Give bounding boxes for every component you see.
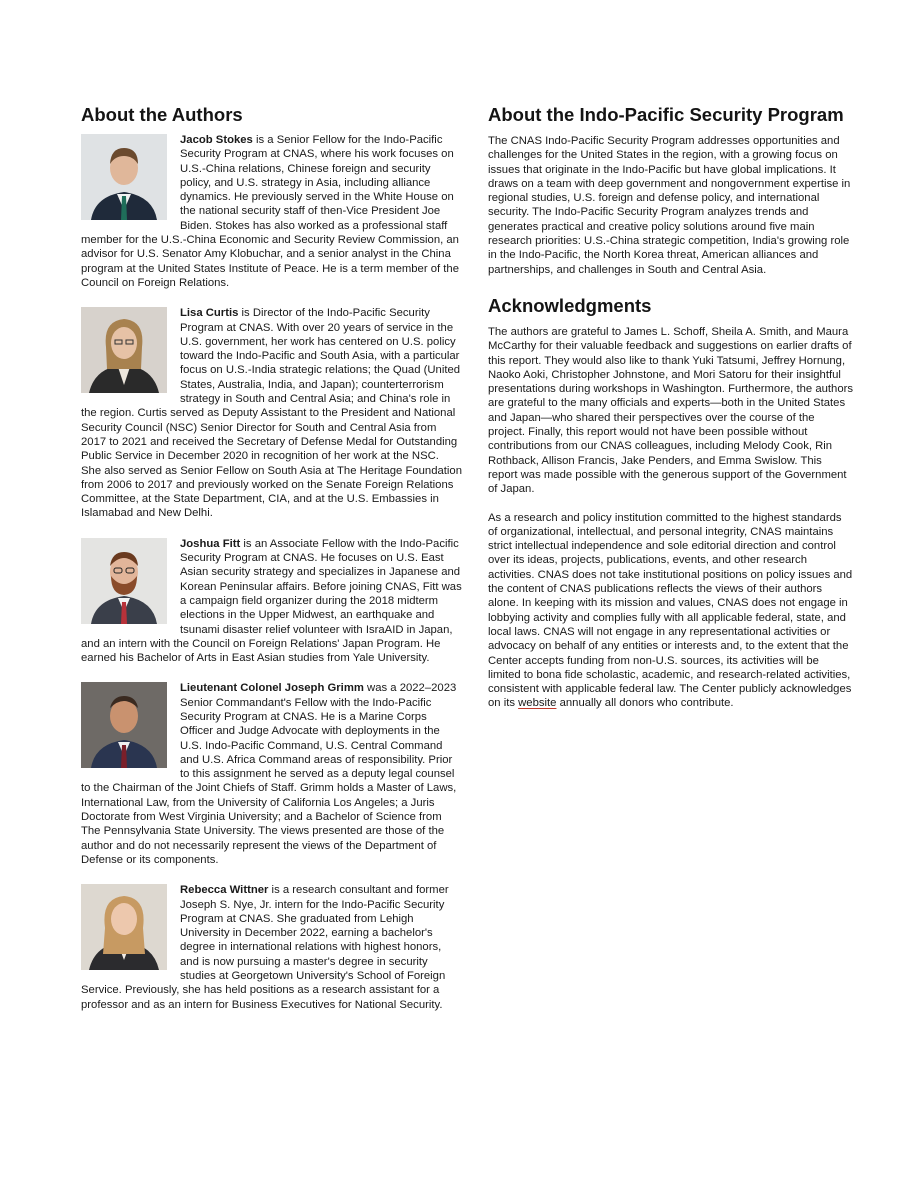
author-bio-text: is an Associate Fellow with the Indo-Pacific Security Program at CNAS. He focuses on U.S. East Asian security strategy and specializes in Japanese and Korean Peninsular affairs. Before joining CNAS, Fitt was a campaign field organizer during the 2018 midterm elections in the Upper Midwest, an earthquake and tsunami disaster relief volunteer with IsraAID in Japan, and an intern with the Council on Foreign Relations' Japan Program. He earned his Bachelor of Arts in East Asian studies from Yale University. xyxy=(81,537,462,665)
independence-statement: As a research and policy institution committed to the highest standards of organizational, intellectual, and personal integrity, CNAS maintains strict intellectual independence and sole editorial direction and control over its ideas, projects, publications, events, and other research activities. CNAS does not take institutional positions on policy issues and the content of CNAS publications reflects the views of their authors alone. In keeping with its mission and values, CNAS does not engage in lobbying activity and complies fully with all applicable federal, state, and local laws. CNAS will not engage in any representational activities or advocacy on behalf of any entities or interests and, to the extent that the Center accepts funding from non-U.S. sources, its activities will be limited to bona fide scholastic, academic, and research-related activities, consistent with applicable federal law. The Center publicly acknowledges on its xyxy=(488,511,853,710)
author-photo-joshua-fitt xyxy=(81,538,167,624)
author-bio xyxy=(81,537,462,666)
right-column xyxy=(488,104,854,711)
author-photo-jacob-stokes xyxy=(81,134,167,220)
website-link[interactable]: website xyxy=(518,697,557,710)
author-bio-text: is a Senior Fellow for the Indo-Pacific Security Program at CNAS, where his work focuses on U.S.-China relations, Chinese foreign and security policy, and U.S. strategy in Asia, including alliance dynamics. He previously served in the White House on the national security staff of then-Vice President Joe Biden. Stokes has also worked as a professional staff member for the U.S.-China Economic and Security Review Commission, an advisor for U.S. Senator Amy Klobuchar, and a senior analyst in the China program at the United States Institute of Peace. He is a term member of the Council on Foreign Relations. xyxy=(81,134,459,289)
author-bio xyxy=(81,883,462,1012)
about-authors-heading: About the Authors xyxy=(81,104,243,125)
program-heading: About the Indo-Pacific Security Program xyxy=(488,104,844,125)
author-bio xyxy=(81,133,462,290)
author-name: Rebecca Wittner xyxy=(180,884,269,897)
author-photo-joseph-grimm xyxy=(81,682,167,768)
independence-statement-end: annually all donors who contribute. xyxy=(556,697,734,710)
author-bio xyxy=(81,681,462,867)
author-name: Jacob Stokes xyxy=(180,134,253,146)
author-bio-text: is a research consultant and former Joseph S. Nye, Jr. intern for the Indo-Pacific Security Program at CNAS. She graduated from Lehigh University in December 2022, earning a bachelor's degree in international relations with highest honors, and is now pursuing a master's degree in security studies at Georgetown University's School of Foreign Service. Previously, she has held positions as a research assistant for a professor and as an intern for Business Executives for National Security. xyxy=(81,884,449,1011)
author-photo-lisa-curtis xyxy=(81,307,167,393)
author-name: Lisa Curtis xyxy=(180,307,239,320)
acknowledgments-paragraph-2 xyxy=(488,511,854,711)
author-bio-text: was a 2022–2023 Senior Commandant's Fellow with the Indo-Pacific Security Program at CNAS. He is a Marine Corps Officer and Judge Advocate with deployments in the U.S. Indo-Pacific Command, U.S. Central Command and U.S. Africa Command areas of responsibility. Prior to this assignment he served as a deputy legal counsel to the Chairman of the Joint Chiefs of Staff. Grimm holds a Master of Laws, International Law, from the University of California Los Angeles; a Juris Doctorate from West Virginia University; and a Bachelor of Science from The Pennsylvania State University. The views presented are those of the author and do not necessarily represent the views of the Department of Defense or its components. xyxy=(81,682,457,866)
author-photo-rebecca-wittner xyxy=(81,884,167,970)
acknowledgments-heading: Acknowledgments xyxy=(488,294,652,316)
author-bio xyxy=(81,306,462,520)
author-bio-text: is Director of the Indo-Pacific Security Program at CNAS. With over 20 years of service in the U.S. government, her work has centered on U.S. policy toward the Indo-Pacific and South Asia, with a particular focus on U.S.-India strategic relations; the Quad (United States, Australia, India, and Japan); counterterrorism strategy in South and Central Asia; and China's role in the region. Curtis served as Deputy Assistant to the President and National Security Council (NSC) Senior Director for South and Central Asia from 2017 to 2021 and received the Secretary of Defense Medal for Outstanding Public Service in December 2020 in recognition of her work at the NSC. She also served as Senior Fellow on South Asia at The Heritage Foundation from 2006 to 2017 and previously worked on the Senate Foreign Relations Committee, at the State Department, CIA, and at the U.S. Embassies in Islamabad and New Delhi. xyxy=(81,307,462,520)
author-name: Lieutenant Colonel Joseph Grimm xyxy=(180,682,364,695)
about-authors-column xyxy=(81,104,462,1028)
program-description: The CNAS Indo-Pacific Security Program addresses opportunities and challenges for the United States in the region, with a growing focus on issues that originate in the Indo-Pacific but have global implications. It draws on a team with deep government and nongovernment expertise in regional studies, U.S. foreign and defense policy, and international security. The Indo-Pacific Security Program analyzes trends and generates practical and creative policy solutions around five main research priorities: U.S.-China strategic competition, India's growing role in the Indo-Pacific, the North Korea threat, American alliances and partnerships, and challenges in South and Central Asia. xyxy=(488,135,851,276)
author-name: Joshua Fitt xyxy=(180,537,241,550)
acknowledgments-paragraph-1: The authors are grateful to James L. Schoff, Sheila A. Smith, and Maura McCarthy for their valuable feedback and suggestions on earlier drafts of this report. They would also like to thank Yuki Tatsumi, Jeffrey Hornung, Naoko Aoki, Christopher Johnstone, and Mori Satoru for their insightful presentations during workshops in Washington. Furthermore, the authors are grateful to the many officials and experts—both in the United States and Japan—who shared their perspectives over the course of the project. Finally, this report would not have been possible without contributions from our CNAS colleagues, including Melody Cook, Rin Rothback, Allison Francis, Jake Penders, and Emma Swislow. This report was made possible with the generous support of the Government of Japan. xyxy=(488,325,854,496)
